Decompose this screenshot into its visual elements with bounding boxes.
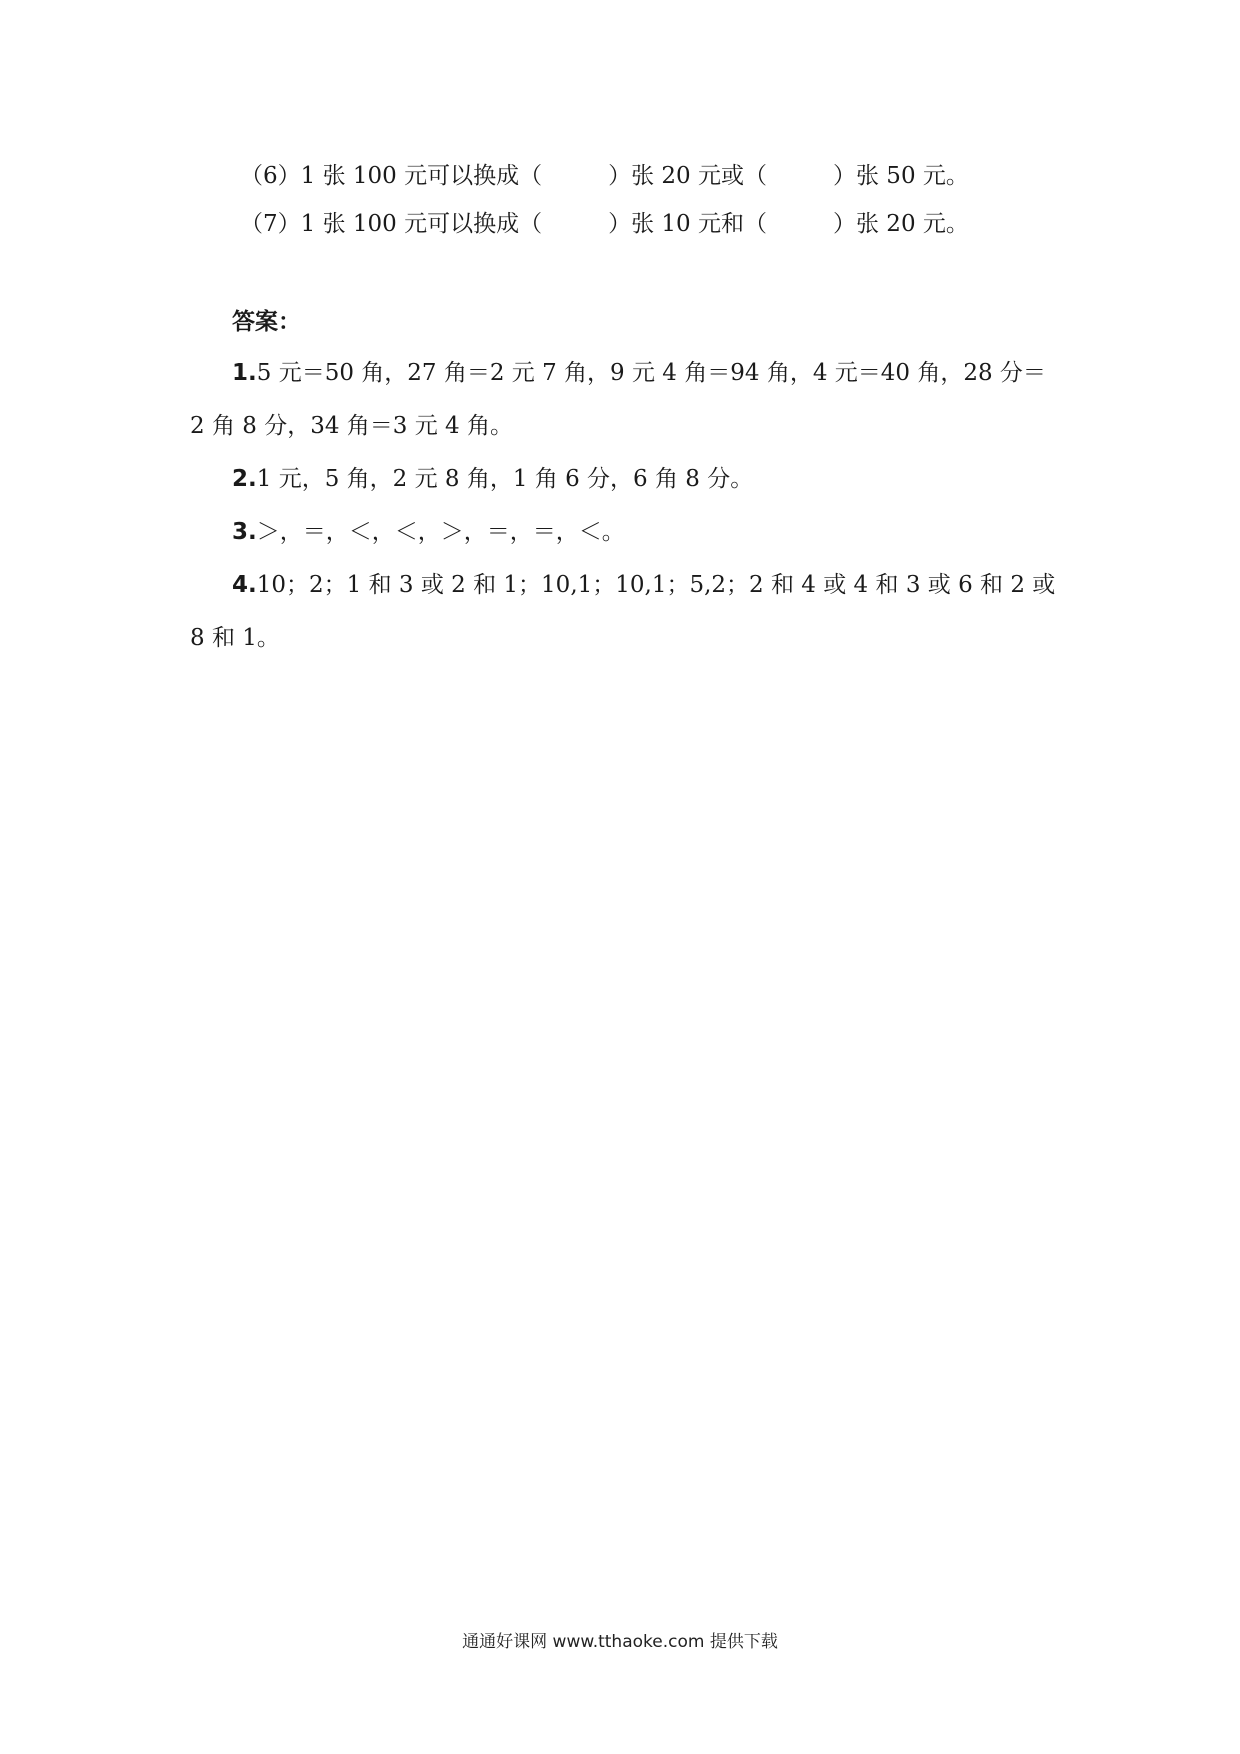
answer-4	[190, 559, 1060, 665]
question-6-mid: ）张 20 元或（	[608, 163, 767, 189]
page-footer: 通通好课网 www.tthaoke.com 提供下载	[462, 1632, 778, 1652]
question-6-suffix: ）张 50 元。	[833, 163, 969, 189]
question-6	[240, 160, 969, 192]
answer-number: 1.	[232, 360, 257, 386]
answer-text: ＞，＝，＜，＜，＞，＝，＝，＜。	[256, 519, 625, 545]
answer-number: 3.	[232, 519, 257, 545]
answer-text: 1 元，5 角，2 元 8 角，1 角 6 分，6 角 8 分。	[256, 466, 754, 492]
answer-number: 4.	[232, 572, 257, 598]
question-6-prefix: （6）1 张 100 元可以换成（	[240, 163, 543, 189]
answer-2	[190, 453, 1060, 506]
answer-number: 2.	[232, 466, 257, 492]
answers-heading: 答案：	[232, 308, 301, 335]
answer-1	[190, 347, 1060, 453]
question-7-prefix: （7）1 张 100 元可以换成（	[240, 211, 543, 237]
question-7	[240, 208, 969, 240]
answer-text: 5 元＝50 角，27 角＝2 元 7 角，9 元 4 角＝94 角，4 元＝40 角，28 分＝2 角 8 分，34 角＝3 元 4 角。	[190, 360, 1046, 439]
answer-text: 10；2；1 和 3 或 2 和 1；10,1；10,1；5,2；2 和 4 或 4 和 3 或 6 和 2 或 8 和 1。	[190, 572, 1056, 651]
question-7-mid: ）张 10 元和（	[608, 211, 767, 237]
answer-3	[190, 506, 1060, 559]
question-7-suffix: ）张 20 元。	[833, 211, 969, 237]
